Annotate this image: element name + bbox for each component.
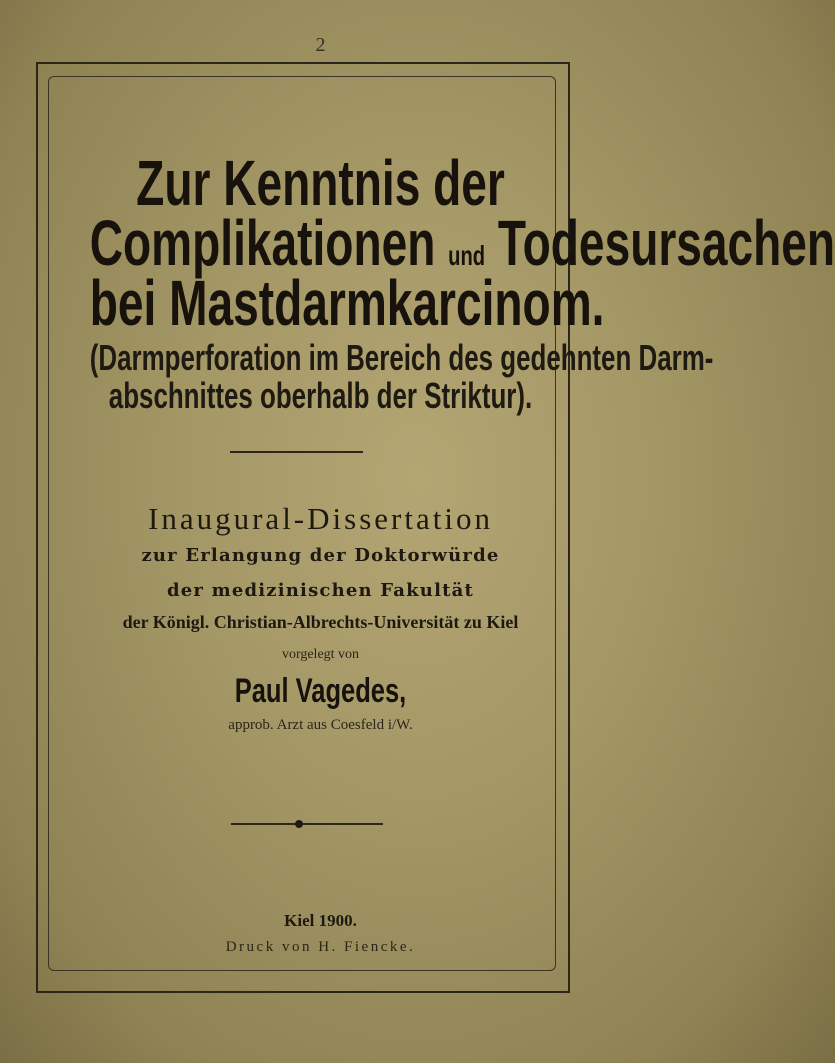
ornament-rule [231, 823, 383, 825]
title-line-3: bei Mastdarmkarcinom. [89, 267, 605, 339]
author-credential: approb. Arzt aus Coesfeld i/W. [228, 717, 413, 733]
printer-line: Druck von H. Fiencke. [225, 939, 416, 955]
title-und: und [448, 240, 486, 271]
subtitle-line-2: abschnittes oberhalb der Striktur). [108, 375, 533, 416]
degree-line: zur Erlangung der Doktorwürde [141, 545, 500, 566]
title-todesursachen: Todesursachen [497, 207, 835, 279]
faculty-line: der medizinischen Fakultät [166, 580, 475, 601]
ornament-dot [295, 820, 303, 828]
dissertation-heading: Inaugural-Dissertation [148, 501, 493, 536]
subtitle-line-1: (Darmperforation im Bereich des gedehnten Darm- [89, 337, 714, 378]
title-complikationen: Complikationen [89, 207, 436, 279]
title-line-1: Zur Kenntnis der [136, 147, 505, 219]
university-line: der Königl. Christian-Albrechts-Universität zu Kiel [122, 612, 519, 632]
divider-rule [230, 451, 363, 453]
place-year: Kiel 1900. [284, 911, 357, 930]
presented-by: vorgelegt von [281, 647, 360, 662]
author-name: Paul Vagedes, [234, 672, 407, 710]
page-number: 2 [315, 34, 326, 56]
